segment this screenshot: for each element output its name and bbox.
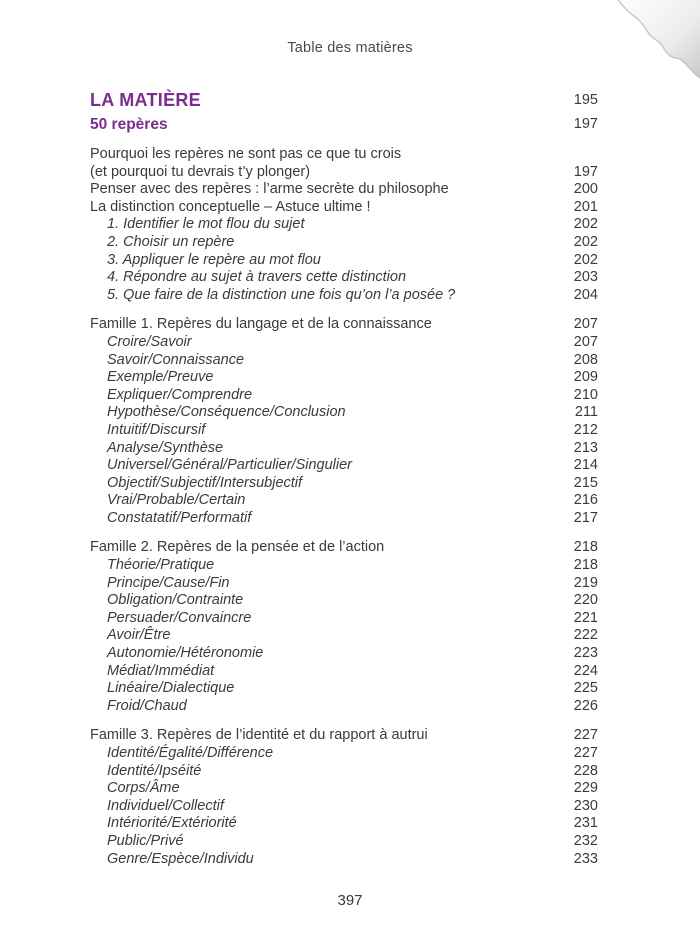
toc-entry-page-number: 208 <box>573 351 598 368</box>
toc-entry <box>90 457 598 475</box>
toc-entry <box>90 727 598 745</box>
toc-entry-label: Persuader/Convaincre <box>107 609 252 626</box>
toc-entry-label: Famille 3. Repères de l’identité et du rapport à autrui <box>90 727 428 744</box>
toc-entry-label: Penser avec des repères : l’arme secrète du philosophe <box>90 181 449 198</box>
toc-entry-label: 3. Appliquer le repère au mot flou <box>107 251 321 268</box>
toc-entry <box>90 798 598 816</box>
toc-entry-page-number: 223 <box>573 645 598 662</box>
toc-entry-label: La distinction conceptuelle – Astuce ultime ! <box>90 198 371 215</box>
toc-entry-label: 4. Répondre au sujet à travers cette distinction <box>107 269 407 286</box>
toc-entry-page-number: 213 <box>573 439 598 456</box>
toc-entry-page-number: 195 <box>573 92 598 109</box>
toc-entry-page-number: 233 <box>573 850 598 867</box>
toc-entry <box>90 146 598 181</box>
toc-entry-label: Analyse/Synthèse <box>107 439 224 456</box>
toc-entry <box>90 680 598 698</box>
toc-entry-label: Identité/Égalité/Différence <box>107 745 274 761</box>
toc-entry <box>90 780 598 798</box>
toc-entry-label: 5. Que faire de la distinction une fois qu’on l’a posée ? <box>107 286 456 303</box>
toc-entry <box>90 833 598 851</box>
toc-entry <box>90 510 598 528</box>
toc-entry-label: Médiat/Immédiat <box>107 662 215 679</box>
toc-entry <box>90 352 598 370</box>
toc-entry-page-number: 231 <box>573 815 598 832</box>
toc-entry <box>90 592 598 610</box>
toc-entry-page-number: 229 <box>573 780 598 797</box>
toc-entry-page-number: 202 <box>573 216 598 233</box>
toc-entry <box>90 557 598 575</box>
toc-entry-page-number: 218 <box>573 557 598 574</box>
toc-entry-page-number: 201 <box>573 198 598 215</box>
toc-entry-page-number: 214 <box>573 457 598 474</box>
toc-entry-page-number: 200 <box>573 181 598 198</box>
toc-entry <box>90 575 598 593</box>
toc-entry <box>90 851 598 869</box>
toc-entry <box>90 404 598 422</box>
toc-entry <box>90 745 598 763</box>
toc-entry-page-number: 224 <box>573 662 598 679</box>
toc-entry-label: Froid/Chaud <box>107 697 187 714</box>
toc-entry <box>90 316 598 334</box>
toc-entry-label: Exemple/Preuve <box>107 369 214 386</box>
toc-entry-page-number: 207 <box>573 333 598 350</box>
toc-entry-label: Avoir/Être <box>107 627 171 644</box>
toc-entry-page-number: 215 <box>573 474 598 491</box>
toc-entry-page-number: 212 <box>573 421 598 438</box>
toc-entry-page-number: 219 <box>573 574 598 591</box>
toc-entry <box>90 475 598 493</box>
toc-entry-label: Expliquer/Comprendre <box>107 386 253 403</box>
toc-entry-page-number: 211 <box>574 404 598 421</box>
toc-entry-label: Hypothèse/Conséquence/Conclusion <box>107 404 346 421</box>
toc-entry-page-number: 217 <box>573 509 598 526</box>
toc-entry-page-number: 232 <box>573 832 598 849</box>
toc-entry-page-number: 216 <box>573 492 598 509</box>
toc-entry-label: Corps/Âme <box>107 780 180 797</box>
toc-entry <box>90 645 598 663</box>
toc-entry-label: 2. Choisir un repère <box>107 233 235 250</box>
toc-entry-page-number: 228 <box>573 762 598 779</box>
toc-entry <box>90 763 598 781</box>
toc-entry-label: Croire/Savoir <box>107 333 192 350</box>
toc-entry <box>90 334 598 352</box>
toc-entry-page-number: 209 <box>573 369 598 386</box>
toc-entry-label: Autonomie/Hétéronomie <box>107 645 264 662</box>
toc-entry-label: Linéaire/Dialectique <box>107 680 235 697</box>
toc-entry-label: Intuitif/Discursif <box>107 421 206 438</box>
toc-entry-label: Individuel/Collectif <box>107 797 224 814</box>
toc-entry-label: Savoir/Connaissance <box>107 351 245 368</box>
toc-entry <box>90 610 598 628</box>
toc-entry <box>90 539 598 557</box>
toc-entry-label: Public/Privé <box>107 832 184 849</box>
toc-entry-page-number: 226 <box>573 697 598 714</box>
toc-entry-page-number: 204 <box>573 286 598 303</box>
toc-entry <box>90 369 598 387</box>
toc-entry-label: Obligation/Contrainte <box>107 592 244 609</box>
toc-entry <box>90 269 598 287</box>
toc-entry <box>90 181 598 199</box>
toc-entry-page-number: 220 <box>573 592 598 609</box>
toc-entry-label: Constatatif/Performatif <box>107 509 252 526</box>
toc-entry <box>90 698 598 716</box>
toc-entry <box>90 287 598 305</box>
toc-entry <box>90 440 598 458</box>
toc-entry-label: LA MATIÈRE <box>90 90 201 110</box>
toc-entry-page-number: 227 <box>573 745 598 761</box>
toc-entry-page-number: 197 <box>573 116 598 133</box>
toc-entry-page-number: 202 <box>573 251 598 268</box>
toc-entry-label: Universel/Général/Particulier/Singulier <box>107 457 352 474</box>
toc-entry <box>90 627 598 645</box>
toc-entry-label: Intériorité/Extériorité <box>107 815 237 832</box>
toc-entry <box>90 234 598 252</box>
toc-entry-page-number: 197 <box>573 163 598 180</box>
toc-list <box>90 90 598 868</box>
toc-entry <box>90 90 598 110</box>
toc-entry-label: Théorie/Pratique <box>107 557 215 574</box>
toc-entry-page-number: 210 <box>573 386 598 403</box>
toc-entry-page-number: 222 <box>573 627 598 644</box>
toc-entry-page-number: 207 <box>573 316 598 333</box>
toc-entry-label: Pourquoi les repères ne sont pas ce que tu crois (et pourquoi tu devrais t’y plonger) <box>90 146 402 180</box>
page-number-footer: 397 <box>337 892 363 909</box>
toc-entry-page-number: 227 <box>573 727 598 744</box>
toc-entry-label: 1. Identifier le mot flou du sujet <box>107 216 305 233</box>
toc-entry <box>90 492 598 510</box>
toc-entry <box>90 815 598 833</box>
toc-entry-label: Famille 1. Repères du langage et de la connaissance <box>90 316 432 333</box>
toc-entry-page-number: 203 <box>573 269 598 286</box>
toc-entry <box>90 252 598 270</box>
toc-entry-label: Principe/Cause/Fin <box>107 574 230 591</box>
toc-entry-label: Famille 2. Repères de la pensée et de l’action <box>90 539 385 556</box>
toc-entry-page-number: 225 <box>573 680 598 697</box>
toc-entry <box>90 422 598 440</box>
toc-entry-label: Genre/Espèce/Individu <box>107 850 254 867</box>
running-header: Table des matières <box>287 40 413 56</box>
toc-entry <box>90 663 598 681</box>
toc-entry <box>90 216 598 234</box>
toc-entry-label: 50 repères <box>90 116 168 133</box>
toc-entry-page-number: 221 <box>573 609 598 626</box>
toc-entry-label: Vrai/Probable/Certain <box>107 492 246 509</box>
toc-entry-label: Objectif/Subjectif/Intersubjectif <box>107 474 303 491</box>
toc-entry-page-number: 218 <box>573 539 598 556</box>
toc-entry-page-number: 202 <box>573 233 598 250</box>
toc-entry-page-number: 230 <box>573 797 598 814</box>
toc-entry-label: Identité/Ipséité <box>107 762 202 779</box>
toc-entry <box>90 199 598 217</box>
toc-entry <box>90 116 598 134</box>
toc-entry <box>90 387 598 405</box>
